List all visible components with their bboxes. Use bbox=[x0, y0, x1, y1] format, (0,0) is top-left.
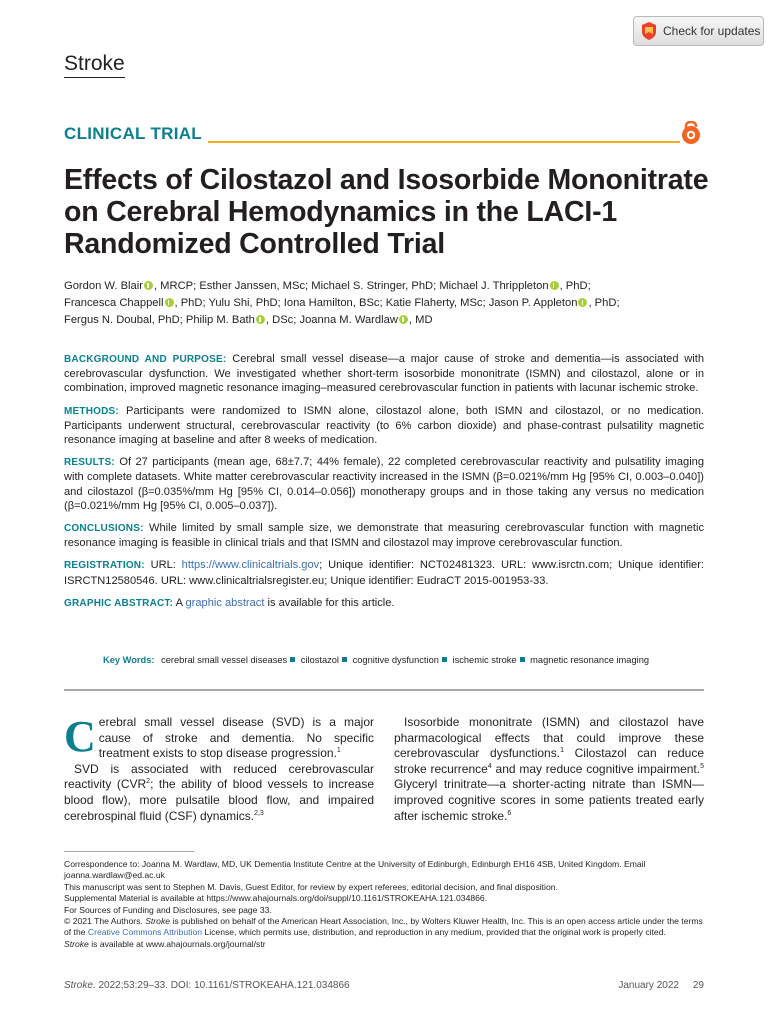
orcid-icon[interactable] bbox=[578, 298, 587, 307]
footnote-copyright: © 2021 The Authors. Stroke is published on behalf of the American Heart Association, Inc., by Wolters Kluwer Health, Inc. This is an open access article under the terms of the Creative Commons Attribution License, which permits use, distribution, and reproduction in any medium, provided that the original work is properly cited. bbox=[64, 916, 703, 938]
title-line: on Cerebral Hemodynamics in the LACI-1 bbox=[64, 196, 618, 228]
footer-date-page: January 2022 29 bbox=[618, 980, 704, 991]
keyword: ischemic stroke bbox=[452, 655, 517, 665]
separator-square-icon bbox=[342, 657, 347, 662]
section-divider bbox=[64, 689, 704, 691]
body-column-left: Cerebral small vessel disease (SVD) is a major cause of stroke and dementia. No specific treatment exists to stop disease progression.$^1$ SVD is associated with reduced cerebrovascular reactivity (CVR$^2$; the ability of blood vessels to increase blood flow), more pulsatile blood flow, and impaired cerebrospinal fluid (CSF) dynamics.$^{2,3}$ bbox=[64, 712, 374, 823]
check-for-updates-button[interactable] bbox=[633, 16, 764, 46]
title-line: Effects of Cilostazol and Isosorbide Mononitrate bbox=[64, 164, 709, 196]
page-footer bbox=[64, 980, 704, 991]
separator-square-icon bbox=[520, 657, 525, 662]
check-updates-label: Check for updates bbox=[663, 24, 761, 38]
orcid-icon[interactable] bbox=[256, 315, 265, 324]
article-title bbox=[64, 164, 714, 260]
author-line: Fergus N. Doubal, PhD; Philip M. Bath , DSc; Joanna M. Wardlaw , MD bbox=[64, 314, 433, 326]
section-label: CLINICAL TRIAL bbox=[64, 124, 202, 143]
keyword: cognitive dysfunction bbox=[352, 655, 439, 665]
open-access-icon bbox=[680, 121, 702, 145]
clinicaltrials-link[interactable]: https://www.clinicaltrials.gov bbox=[181, 559, 320, 572]
abstract-conclusions: CONCLUSIONS: While limited by small sample size, we demonstrate that measuring cerebrovascular function with magnetic resonance imaging is feasible in clinical trials and that ISMN and cilostazol may improve cerebrovascular function. bbox=[64, 522, 704, 550]
abstract-registration: REGISTRATION: URL: https://www.clinicaltrials.gov; Unique identifier: NCT02481323. URL: www.isrctn.com; Unique identifier: ISRCTN12580546. URL: www.clinicaltrialsregister.eu; Unique identifier: EudraCT 2015-001953-33. bbox=[64, 559, 704, 587]
footnote-supplemental: Supplemental Material is available at https://www.ahajournals.org/doi/suppl/10.1161/STROKEAHA.121.034866. bbox=[64, 893, 488, 904]
abstract-methods: METHODS: Participants were randomized to ISMN alone, cilostazol alone, both ISMN and cilostazol, or no medication. Participants underwent structural, cerebrovascular reactivity (to 6% carbon dioxide) and phase-contrast pulsatility magnetic resonance imaging at baseline and after 8 weeks of medication. bbox=[64, 404, 704, 447]
footer-citation: Stroke. 2022;53:29–33. DOI: 10.1161/STROKEAHA.121.034866 bbox=[64, 980, 350, 991]
title-line: Randomized Controlled Trial bbox=[64, 228, 445, 260]
body-paragraph: Isosorbide mononitrate (ISMN) and cilostazol have pharmacological effects that could improve these cerebrovascular dysfunctions.$^1$ Cilostazol can reduce stroke recurrence$^4$ and may reduce cognitive impairment.$^5$ Glyceryl trinitrate—a shorter-acting nitrate than ISMN—improved cognitive scores in some patients treated early after ischemic stroke.$^6$ bbox=[394, 715, 704, 823]
orcid-icon[interactable] bbox=[165, 298, 174, 307]
keyword: cerebral small vessel diseases bbox=[161, 655, 288, 665]
keyword: cilostazol bbox=[300, 655, 340, 665]
author-list bbox=[64, 278, 704, 329]
orcid-icon[interactable] bbox=[399, 315, 408, 324]
abstract-results: RESULTS: Of 27 participants (mean age, 68±7.7; 44% female), 22 completed cerebrovascular reactivity and pulsatility imaging with complete datasets. White matter cerebrovascular reactivity increased in the ISMN (β=0.021%/mm Hg [95% CI, 0.003–0.040]) and cilostazol (β=0.035%/mm Hg [95% CI, 0.014–0.056]) monotherapy groups and in those taking any versus no medication (β=0.021%/mm Hg [95% CI, 0.005–0.037]). bbox=[64, 456, 704, 512]
footnotes bbox=[64, 859, 704, 950]
footnote-correspondence: Correspondence to: Joanna M. Wardlaw, MD, UK Dementia Institute Centre at the University of Edinburgh, Edinburgh EH16 4SB, United Kingdom. Email joanna.wardlaw@ed.ac.uk bbox=[64, 859, 646, 881]
body-column-right bbox=[394, 715, 704, 824]
author-line: Gordon W. Blair , MRCP; Esther Janssen, MSc; Michael S. Stringer, PhD; Michael J. Thrippleton , PhD; bbox=[64, 280, 591, 292]
abstract-background: BACKGROUND AND PURPOSE: Cerebral small vessel disease—a major cause of stroke and dementia—is associated with cerebrovascular dysfunction. We investigated whether short-term isosorbide mononitrate (ISMN) and cilostazol, alone or in combination, improved magnetic resonance imaging–measured cerebrovascular function in patients with lacunar ischemic stroke. bbox=[64, 353, 705, 395]
section-divider bbox=[208, 141, 680, 143]
orcid-icon[interactable] bbox=[144, 281, 153, 290]
journal-name: Stroke bbox=[64, 52, 125, 78]
separator-square-icon bbox=[290, 657, 295, 662]
footnote-funding: For Sources of Funding and Disclosures, see page 33. bbox=[64, 904, 272, 915]
page-number: 29 bbox=[692, 980, 704, 991]
footnote-editor: This manuscript was sent to Stephen M. Davis, Guest Editor, for review by expert referees, editorial decision, and final disposition. bbox=[64, 881, 558, 892]
separator-square-icon bbox=[442, 657, 447, 662]
orcid-icon[interactable] bbox=[550, 281, 559, 290]
keyword: magnetic resonance imaging bbox=[530, 655, 650, 665]
keywords bbox=[103, 655, 649, 665]
footnote-divider bbox=[64, 851, 194, 852]
body-paragraph: SVD is associated with reduced cerebrovascular reactivity (CVR$^2$; the ability of blood vessels to increase blood flow), more pulsatile blood flow, and impaired cerebrospinal fluid (CSF) dynamics.$^{2,3}$ bbox=[64, 761, 374, 823]
author-line: Francesca Chappell , PhD; Yulu Shi, PhD; Iona Hamilton, BSc; Katie Flaherty, MSc; Jason P. Appleton , PhD; bbox=[64, 297, 620, 309]
graphic-abstract-link[interactable]: graphic abstract bbox=[185, 596, 265, 609]
check-updates-icon bbox=[641, 21, 657, 41]
abstract-graphic: GRAPHIC ABSTRACT: A graphic abstract is available for this article. bbox=[64, 596, 395, 609]
drop-cap: C bbox=[64, 712, 96, 761]
keywords-heading: Key Words: bbox=[103, 655, 155, 665]
abstract bbox=[64, 352, 704, 619]
creative-commons-link[interactable]: Creative Commons Attribution bbox=[87, 927, 203, 938]
footnote-availability: Stroke is available at www.ahajournals.org/journal/str bbox=[64, 938, 266, 949]
